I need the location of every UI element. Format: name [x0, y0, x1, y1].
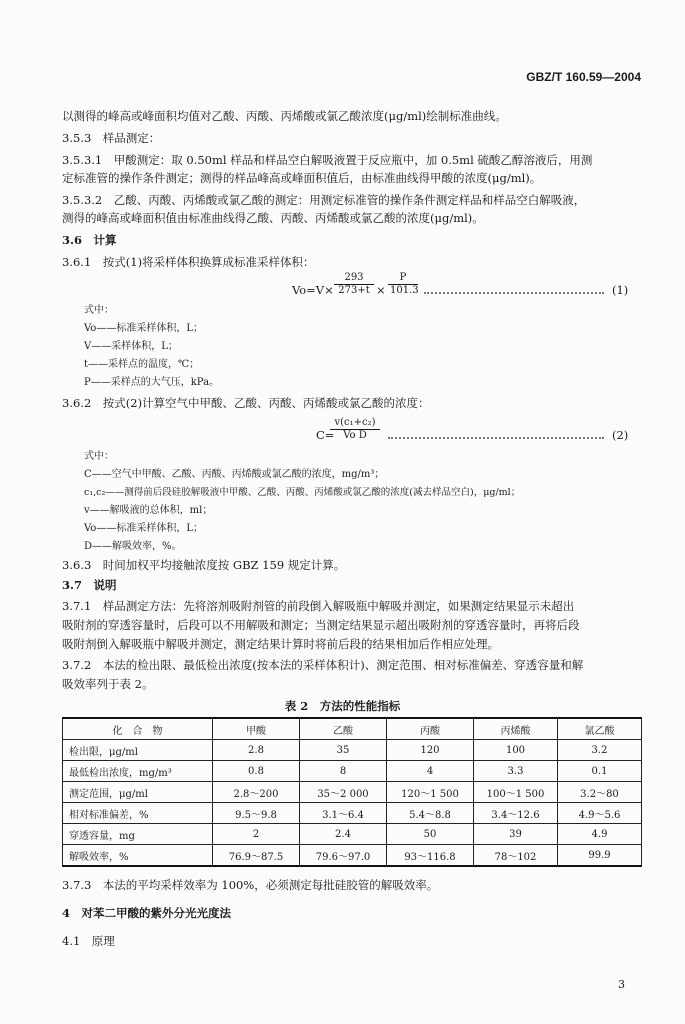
table-cell: 100 [474, 740, 558, 761]
table-cell: 3.2～80 [558, 782, 642, 803]
section-3-6: 3.6 计算 [62, 233, 117, 247]
standard-number: GBZ/T 160.59—2004 [526, 70, 641, 84]
section-4-heading: 4 对苯二甲酸的紫外分光光度法 [62, 906, 231, 920]
table-cell: 4.9～5.6 [558, 803, 642, 824]
formula-1-fraction-temp [334, 272, 374, 297]
table-cell: 2.8 [213, 740, 300, 761]
table-cell: 2.4 [300, 824, 387, 845]
table-cell: 3.1～6.4 [300, 803, 387, 824]
table-header-cell: 甲酸 [213, 718, 300, 740]
table-cell: 99.9 [558, 845, 642, 867]
paragraph-line: 测得的峰高或峰面积值由标准曲线得乙酸、丙酸、丙烯酸或氯乙酸的浓度(μg/ml)。 [62, 211, 484, 225]
where-item: c₁,c₂——测得前后段硅胶解吸液中甲酸、乙酸、丙酸、丙烯酸或氯乙酸的浓度(减去样品空白)，μg/ml； [84, 487, 521, 498]
table-row-label: 穿透容量，mg [63, 824, 213, 845]
table-cell: 35 [300, 740, 387, 761]
table-header-row [63, 718, 642, 740]
table-cell: 76.9～87.5 [213, 845, 300, 867]
formula-1-label: (1) [612, 283, 629, 297]
paragraph-line: 吸效率列于表 2。 [62, 677, 154, 691]
section-3-6-3: 3.6.3 时间加权平均接触浓度按 GBZ 159 规定计算。 [62, 558, 346, 572]
fraction-denominator: Vo D [343, 430, 367, 441]
section-3-5-3-2: 3.5.3.2 乙酸、丙酸、丙烯酸或氯乙酸的测定：用测定标准管的操作条件测定样品和样品空白解吸液， [62, 193, 586, 207]
table-header-cell: 丙酸 [387, 718, 474, 740]
table-row-label: 解吸效率，% [63, 845, 213, 867]
table-row-label: 相对标准偏差，% [63, 803, 213, 824]
table-row-label: 检出限，μg/ml [63, 740, 213, 761]
table-row-label: 最低检出浓度，mg/m³ [63, 761, 213, 782]
formula-2-lhs: C= [316, 428, 335, 442]
formula-1-fraction-pressure [388, 272, 418, 297]
table-cell: 3.3 [474, 761, 558, 782]
paragraph-line: 吸附剂的穿透容量时，后段可以不用解吸和测定；当测定结果显示超出吸附剂的穿透容量时，再将后段 [62, 618, 580, 632]
table-cell: 35～2 000 [300, 782, 387, 803]
table-header-cell: 丙烯酸 [474, 718, 558, 740]
table-cell: 120 [387, 740, 474, 761]
where-item: C——空气中甲酸、乙酸、丙酸、丙烯酸或氯乙酸的浓度，mg/m³； [84, 469, 385, 480]
paragraph-line: 吸附剂倒入解吸瓶中解吸并测定，测定结果计算时将前后段的结果相加后作相应处理。 [62, 637, 499, 651]
table-row [63, 824, 642, 845]
where-title: 式中： [84, 451, 114, 462]
table-cell: 120～1 500 [387, 782, 474, 803]
table-cell: 100～1 500 [474, 782, 558, 803]
table-cell: 78～102 [474, 845, 558, 867]
section-3-6-2: 3.6.2 按式(2)计算空气中甲酸、乙酸、丙酸、丙烯酸或氯乙酸的浓度： [62, 396, 430, 410]
formula-1-lhs: Vo=V× [292, 283, 334, 297]
where-item: V——采样体积，L； [84, 341, 178, 352]
table-header-cell: 乙酸 [300, 718, 387, 740]
formula-2-fraction [330, 417, 380, 442]
table-cell: 4 [387, 761, 474, 782]
table-cell: 9.5～9.8 [213, 803, 300, 824]
table-row-label: 测定范围，μg/ml [63, 782, 213, 803]
fraction-numerator: 293 [334, 272, 374, 285]
leader-dots [388, 437, 604, 439]
fraction-denominator: 273+t [338, 285, 370, 296]
section-3-7-3: 3.7.3 本法的平均采样效率为 100%，必须测定每批硅胶管的解吸效率。 [62, 878, 439, 892]
table-cell: 3.4～12.6 [474, 803, 558, 824]
section-4-1: 4.1 原理 [62, 934, 115, 948]
table-cell: 93～116.8 [387, 845, 474, 867]
fraction-numerator: P [388, 272, 418, 285]
section-3-7: 3.7 说明 [62, 578, 117, 592]
table-cell: 5.4～8.8 [387, 803, 474, 824]
table-row [63, 803, 642, 824]
table-cell: 0.8 [213, 761, 300, 782]
table-row [63, 761, 642, 782]
performance-table [62, 717, 642, 867]
table-cell: 39 [474, 824, 558, 845]
page-number: 3 [618, 978, 625, 991]
table-row [63, 782, 642, 803]
formula-2-label: (2) [612, 428, 629, 442]
where-title: 式中： [84, 305, 114, 316]
table-cell: 2.8～200 [213, 782, 300, 803]
where-item: P——采样点的大气压，kPa。 [84, 377, 220, 388]
table-cell: 0.1 [558, 761, 642, 782]
paragraph-line: 定标准管的操作条件测定；测得的样品峰高或峰面积值后，由标准曲线得甲酸的浓度(μg/ml)。 [62, 171, 542, 185]
table-cell: 50 [387, 824, 474, 845]
where-item: D——解吸效率，%。 [84, 541, 182, 552]
table-row [63, 740, 642, 761]
where-item: v——解吸液的总体积，ml； [84, 505, 213, 516]
section-3-5-3-1: 3.5.3.1 甲酸测定：取 0.50ml 样品和样品空白解吸液置于反应瓶中，加 0.5ml 硫酸乙醇溶液后，用测 [62, 153, 593, 167]
table-cell: 79.6～97.0 [300, 845, 387, 867]
section-3-7-2: 3.7.2 本法的检出限、最低检出浓度(按本法的采样体积计)、测定范围、相对标准偏差、穿透容量和解 [62, 658, 584, 672]
leader-dots [424, 292, 604, 294]
table-header-cell: 化 合 物 [63, 718, 213, 740]
formula-1-times: × [376, 283, 386, 297]
table-header-cell: 氯乙酸 [558, 718, 642, 740]
table-cell: 8 [300, 761, 387, 782]
table-row [63, 845, 642, 867]
where-item: t——采样点的温度，℃； [84, 359, 200, 370]
where-item: Vo——标准采样体积，L； [84, 523, 203, 534]
table-caption: 表 2 方法的性能指标 [284, 699, 401, 713]
fraction-numerator: v(c₁+c₂) [330, 417, 380, 430]
fraction-denominator: 101.3 [390, 285, 419, 296]
paragraph-line: 以测得的峰高或峰面积均值对乙酸、丙酸、丙烯酸或氯乙酸浓度(μg/ml)绘制标准曲线。 [62, 109, 507, 123]
table-cell: 2 [213, 824, 300, 845]
section-3-7-1: 3.7.1 样品测定方法：先将溶剂吸附剂管的前段倒入解吸瓶中解吸并测定，如果测定结果显示未超出 [62, 599, 575, 613]
section-3-6-1: 3.6.1 按式(1)将采样体积换算成标准采样体积： [62, 255, 315, 269]
table-cell: 4.9 [558, 824, 642, 845]
table-cell: 3.2 [558, 740, 642, 761]
where-item: Vo——标准采样体积，L； [84, 323, 203, 334]
section-3-5-3: 3.5.3 样品测定： [62, 131, 161, 145]
